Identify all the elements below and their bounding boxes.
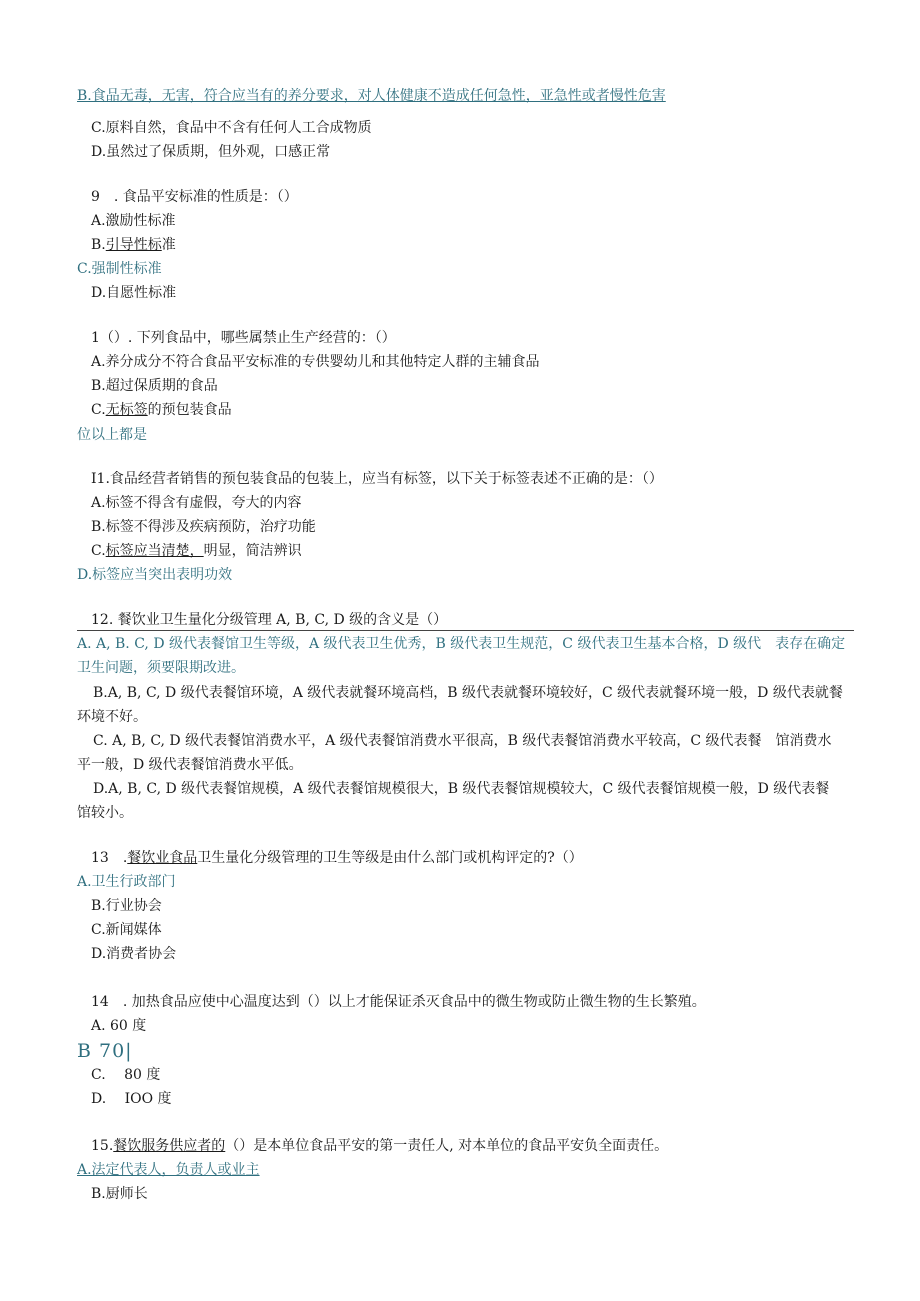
q13-option-a: A.卫生行政部门 (77, 874, 176, 890)
q10-option-b: B.超过保质期的食品 (91, 378, 218, 394)
q10-option-c-rest: 的预包装食品 (147, 402, 232, 418)
q10-question: 1（）. 下列食品中，哪些属禁止生产经营的：（） (91, 330, 396, 346)
q15-question-prefix: 15. (91, 1138, 114, 1154)
q9-option-b-prefix: B. (91, 237, 106, 253)
q11-option-c (91, 541, 302, 561)
q10-option-a: A.养分成分不符合食品平安标准的专供婴幼儿和其他特定人群的主辅食品 (91, 354, 540, 370)
q12-question: 12. 餐饮业卫生量化分级管理 A, B, C, D 级的含义是（） (91, 612, 448, 628)
q10-option-c-underlined: 无标签 (105, 402, 148, 418)
q11-question: I1.食品经营者销售的预包装食品的包装上，应当有标签，以下关于标签表述不正确的是：（） (91, 471, 663, 487)
q11-option-c-rest: 明显，简洁辨识 (203, 543, 302, 559)
q13-option-c: C.新闻媒体 (91, 922, 162, 938)
q14-option-b: B 70| (77, 1040, 133, 1062)
q8-option-c: C.原料自然，食品中不含有任何人工合成物质 (91, 120, 372, 136)
q13-option-b: B.行业协会 (91, 898, 162, 914)
q10-option-c (91, 400, 232, 420)
q8-option-b: B.食品无毒，无害，符合应当有的养分要求，对人体健康不造成任何急性，亚急性或者慢性危害 (77, 88, 666, 104)
q10-option-c-prefix: C. (91, 402, 106, 418)
q11-option-a: A.标签不得含有虚假，夸大的内容 (91, 495, 302, 511)
q12-option-a: A. A, B. C, D 级代表餐馆卫生等级，A 级代表卫生优秀，B 级代表卫生规范，C 级代表卫生基本合格，D 级代 表存在确定卫生问题，须要限期改进。 (77, 636, 846, 676)
q14-option-d: D. IOO 度 (91, 1091, 172, 1107)
q11-option-c-prefix: C. (91, 543, 106, 559)
q9-option-b-rest: 准 (161, 237, 176, 253)
q15-question-rest: （）是本单位食品平安的第一责任人, 对本单位的食品平安负全面责任。 (225, 1138, 669, 1154)
q9-option-d: D.自愿性标准 (91, 285, 177, 301)
q12-option-b: B.A, B, C, D 级代表餐馆环境，A 级代表就餐环境高档，B 级代表就餐环境较好，C 级代表就餐环境一般，D 级代表就餐环境不好。 (77, 685, 843, 725)
q9-option-b-underlined: 引导性标 (105, 237, 162, 253)
q8-option-d: D.虽然过了保质期，但外观，口感正常 (91, 144, 331, 160)
q14-question: 14 . 加热食品应使中心温度达到（）以上才能保证杀灭食品中的微生物或防止微生物的生长繁殖。 (91, 994, 706, 1010)
q13-question-underlined: 餐饮业食品 (127, 850, 198, 866)
q13-option-d: D.消费者协会 (91, 946, 177, 962)
q15-option-a: A.法定代表人，负责人或业主 (77, 1162, 260, 1178)
horizontal-rule (77, 630, 854, 631)
q9-question: 9 . 食品平安标准的性质是：（） (91, 189, 298, 205)
q12-option-d: D.A, B, C, D 级代表餐馆规模，A 级代表餐馆规模很大，B 级代表餐馆规模较大，C 级代表餐馆规模一般，D 级代表餐馆较小。 (77, 781, 830, 821)
q11-option-c-underlined: 标签应当清楚， (105, 543, 204, 559)
q9-option-c: C.强制性标准 (77, 261, 162, 277)
q9-option-a: A.激励性标准 (91, 213, 176, 229)
q15-option-b: B.厨师长 (91, 1186, 148, 1202)
q11-option-b: B.标签不得涉及疾病预防，治疗功能 (91, 519, 316, 535)
q12-option-c: C. A, B, C, D 级代表餐馆消费水平，A 级代表餐馆消费水平很高，B 级代表餐馆消费水平较高，C 级代表餐 馆消费水平一般，D 级代表餐馆消费水平低。 (77, 733, 832, 773)
q14-option-a: A. 60 度 (91, 1018, 147, 1034)
q15-question-underlined: 餐饮服务供应者的 (113, 1138, 226, 1154)
q13-question-prefix: 13 . (91, 850, 128, 866)
q13-question-rest: 卫生量化分级管理的卫生等级是由什么部门或机构评定的?（） (197, 850, 583, 866)
q15-question (91, 1136, 668, 1156)
q14-option-c: C. 80 度 (91, 1067, 161, 1083)
q10-option-d: 位以上都是 (77, 427, 147, 443)
q13-question (91, 848, 583, 868)
q11-option-d: D.标签应当突出表明功效 (77, 567, 233, 583)
q9-option-b (91, 235, 176, 255)
